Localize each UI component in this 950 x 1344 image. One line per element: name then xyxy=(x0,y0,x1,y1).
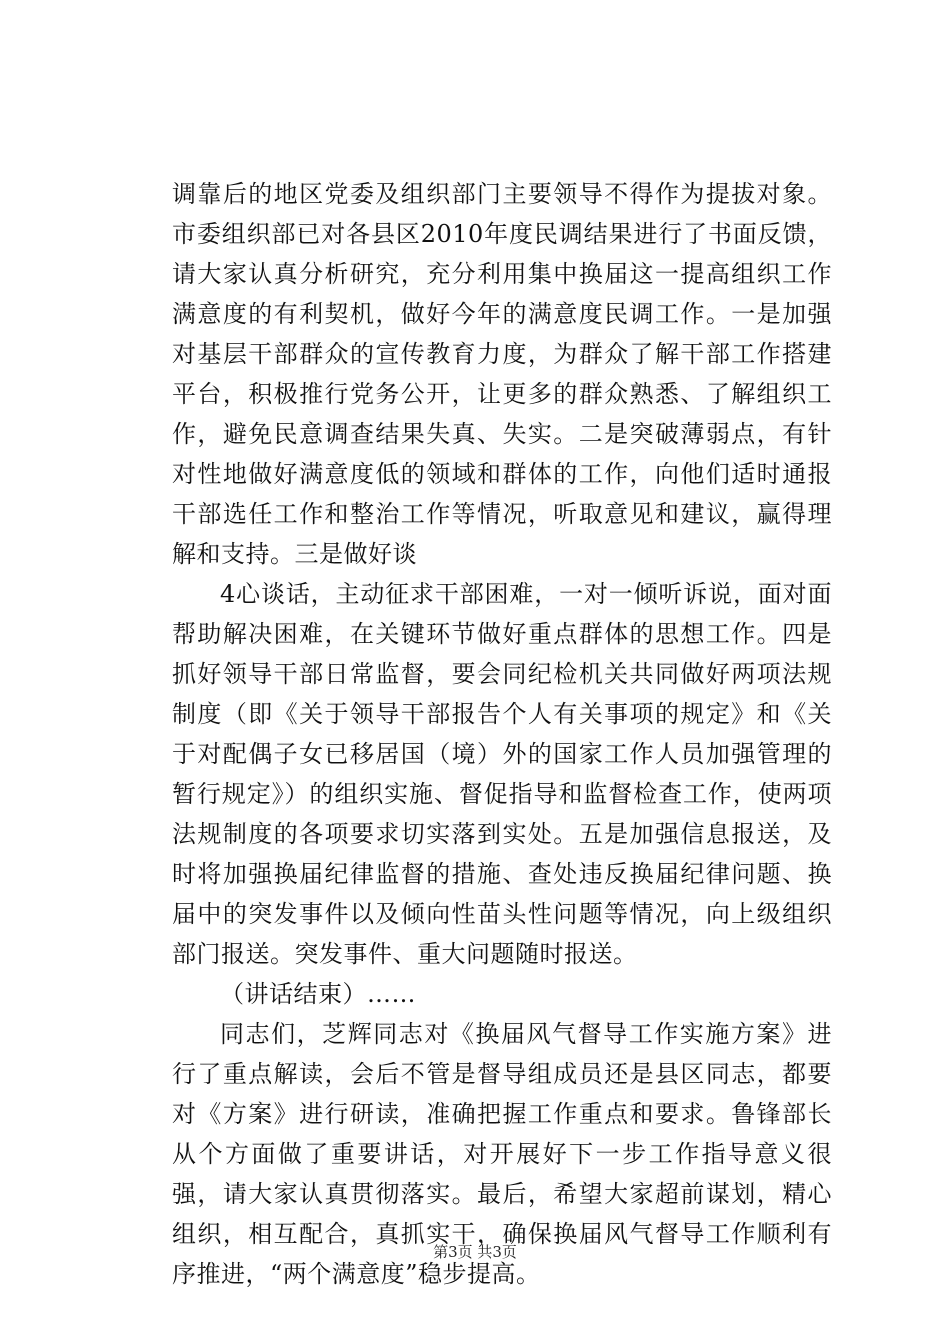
page-footer: 第3页 共3页 xyxy=(433,1243,517,1261)
paragraph-continuation: 调靠后的地区党委及组织部门主要领导不得作为提拔对象。市委组织部已对各县区2010年度民调结果进行了书面反馈，请大家认真分析研究，充分利用集中换届这一提高组织工作满意度的有利契机，做好今年的满意度民调工作。一是加强对基层干部群众的宣传教育力度，为群众了解干部工作搭建平台，积极推行党务公开，让更多的群众熟悉、了解组织工作，避免民意调查结果失真、失实。二是突破薄弱点，有针对性地做好满意度低的领域和群体的工作，向他们适时通报干部选任工作和整治工作等情况，听取意见和建议，赢得理解和支持。三是做好谈 xyxy=(172,180,832,568)
paragraph-supervision: 4心谈话，主动征求干部困难，一对一倾听诉说，面对面帮助解决困难，在关键环节做好重点群体的思想工作。四是抓好领导干部日常监督，要会同纪检机关共同做好两项法规制度（即《关于领导干部报告个人有关事项的规定》和《关于对配偶子女已移居国（境）外的国家工作人员加强管理的暂行规定》）的组织实施、督促指导和监督检查工作，使两项法规制度的各项要求切实落到实处。五是加强信息报送，及时将加强换届纪律监督的措施、查处违反换届纪律问题、换届中的突发事件以及倾向性苗头性问题等情况，向上级组织部门报送。突发事件、重大问题随时报送。 xyxy=(172,580,832,968)
paragraph-speech-end: （讲话结束）…… xyxy=(220,980,416,1008)
paragraph-closing: 同志们，芝辉同志对《换届风气督导工作实施方案》进行了重点解读，会后不管是督导组成员还是县区同志，都要对《方案》进行研读，准确把握工作重点和要求。鲁锋部长从个方面做了重要讲话，对开展好下一步工作指导意义很强，请大家认真贯彻落实。最后，希望大家超前谋划，精心组织，相互配合，真抓实干，确保换届风气督导工作顺利有序推进，“两个满意度”稳步提高。 xyxy=(172,1020,832,1288)
document-body xyxy=(172,174,832,1294)
